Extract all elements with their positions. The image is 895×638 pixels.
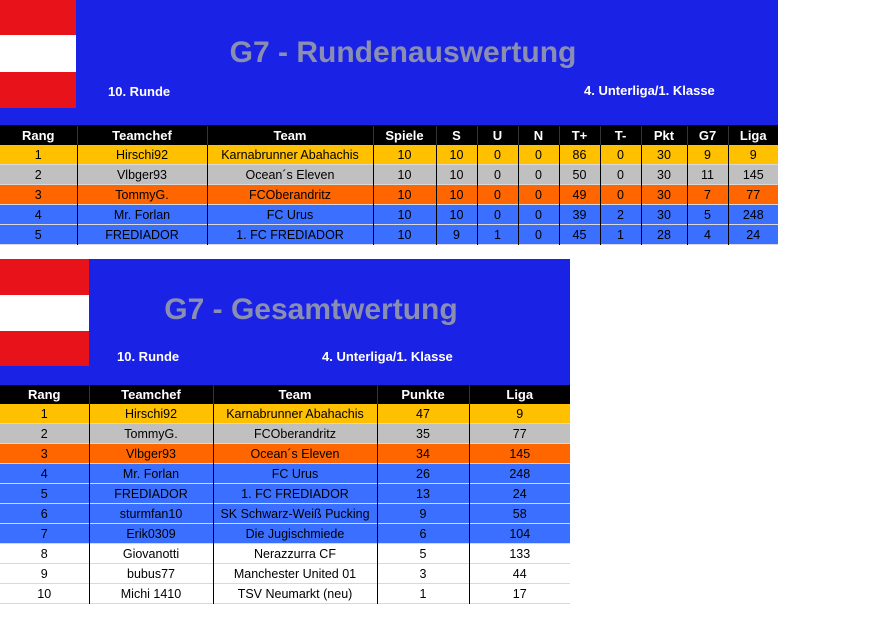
table-cell: 11 xyxy=(687,165,728,185)
table-cell: Ocean´s Eleven xyxy=(213,444,377,464)
table-cell: 145 xyxy=(728,165,778,185)
table-cell: 10 xyxy=(436,185,477,205)
table-cell: 3 xyxy=(0,444,89,464)
column-header: Teamchef xyxy=(89,385,213,404)
table-cell: 0 xyxy=(477,185,518,205)
table-cell: 58 xyxy=(469,504,570,524)
table-cell: 77 xyxy=(728,185,778,205)
table-cell: 1 xyxy=(377,584,469,604)
table-cell: 13 xyxy=(377,484,469,504)
table-cell: SK Schwarz-Weiß Pucking xyxy=(213,504,377,524)
table-cell: 248 xyxy=(469,464,570,484)
table-cell: Nerazzurra CF xyxy=(213,544,377,564)
overall-table xyxy=(0,385,570,604)
table-cell: Ocean´s Eleven xyxy=(207,165,373,185)
table-row xyxy=(0,584,570,604)
table-cell: Karnabrunner Abahachis xyxy=(213,404,377,424)
table-row xyxy=(0,504,570,524)
table-row xyxy=(0,484,570,504)
column-header: Pkt xyxy=(641,126,687,145)
table-cell: 9 xyxy=(0,564,89,584)
table-cell: 30 xyxy=(641,145,687,165)
table-cell: 1 xyxy=(0,145,77,165)
table-cell: 24 xyxy=(728,225,778,245)
overall-header xyxy=(0,259,570,385)
table-cell: 0 xyxy=(518,225,559,245)
table-cell: 17 xyxy=(469,584,570,604)
page-title: G7 - Gesamtwertung xyxy=(164,293,458,326)
table-cell: TSV Neumarkt (neu) xyxy=(213,584,377,604)
round-report-table xyxy=(0,126,778,245)
table-cell: 30 xyxy=(641,205,687,225)
round-report-header xyxy=(0,0,778,125)
table-cell: 6 xyxy=(0,504,89,524)
table-cell: 4 xyxy=(687,225,728,245)
table-cell: 1 xyxy=(477,225,518,245)
table-cell: Mr. Forlan xyxy=(89,464,213,484)
column-header: Team xyxy=(213,385,377,404)
table-cell: 0 xyxy=(600,185,641,205)
table-cell: 10 xyxy=(373,205,436,225)
table-cell: 0 xyxy=(518,185,559,205)
table-cell: Michi 1410 xyxy=(89,584,213,604)
table-cell: 30 xyxy=(641,165,687,185)
table-cell: 7 xyxy=(687,185,728,205)
table-cell: 7 xyxy=(0,524,89,544)
table-row xyxy=(0,444,570,464)
table-cell: 0 xyxy=(477,145,518,165)
table-cell: Karnabrunner Abahachis xyxy=(207,145,373,165)
table-row xyxy=(0,404,570,424)
round-label: 10. Runde xyxy=(117,349,180,364)
table-row xyxy=(0,165,778,185)
table-cell: 0 xyxy=(600,145,641,165)
column-header: N xyxy=(518,126,559,145)
table-cell: 8 xyxy=(0,544,89,564)
table-cell: 24 xyxy=(469,484,570,504)
table-cell: 10 xyxy=(0,584,89,604)
table-cell: sturmfan10 xyxy=(89,504,213,524)
table-cell: FREDIADOR xyxy=(77,225,207,245)
table-row xyxy=(0,225,778,245)
table-cell: 9 xyxy=(436,225,477,245)
table-cell: Hirschi92 xyxy=(77,145,207,165)
table-cell: bubus77 xyxy=(89,564,213,584)
table-cell: 0 xyxy=(518,205,559,225)
table-cell: 0 xyxy=(477,205,518,225)
table-cell: 10 xyxy=(436,145,477,165)
table-cell: 50 xyxy=(559,165,600,185)
table-cell: 10 xyxy=(373,185,436,205)
table-row xyxy=(0,205,778,225)
table-cell: 0 xyxy=(518,145,559,165)
table-cell: TommyG. xyxy=(89,424,213,444)
column-header: T+ xyxy=(559,126,600,145)
table-cell: Giovanotti xyxy=(89,544,213,564)
table-row xyxy=(0,544,570,564)
column-header: Liga xyxy=(469,385,570,404)
column-header: Liga xyxy=(728,126,778,145)
table-cell: 3 xyxy=(0,185,77,205)
table-cell: 30 xyxy=(641,185,687,205)
table-cell: 10 xyxy=(373,145,436,165)
column-header: G7 xyxy=(687,126,728,145)
table-cell: 10 xyxy=(373,225,436,245)
table-cell: 86 xyxy=(559,145,600,165)
table-cell: 9 xyxy=(469,404,570,424)
league-label: 4. Unterliga/1. Klasse xyxy=(584,83,715,98)
table-cell: 0 xyxy=(518,165,559,185)
table-cell: 45 xyxy=(559,225,600,245)
table-cell: Hirschi92 xyxy=(89,404,213,424)
table-cell: 26 xyxy=(377,464,469,484)
table-cell: Manchester United 01 xyxy=(213,564,377,584)
table-cell: 10 xyxy=(436,205,477,225)
table-cell: 248 xyxy=(728,205,778,225)
table-cell: 35 xyxy=(377,424,469,444)
table-row xyxy=(0,524,570,544)
table-row xyxy=(0,185,778,205)
table-cell: 1. FC FREDIADOR xyxy=(207,225,373,245)
column-header: Rang xyxy=(0,385,89,404)
table-cell: 3 xyxy=(377,564,469,584)
table-cell: 5 xyxy=(0,225,77,245)
table-cell: 4 xyxy=(0,205,77,225)
table-cell: Vlbger93 xyxy=(89,444,213,464)
table-cell: 10 xyxy=(436,165,477,185)
column-header: Punkte xyxy=(377,385,469,404)
table-cell: 49 xyxy=(559,185,600,205)
column-header: T- xyxy=(600,126,641,145)
table-cell: FREDIADOR xyxy=(89,484,213,504)
table-cell: 2 xyxy=(0,165,77,185)
table-cell: 145 xyxy=(469,444,570,464)
column-header: Spiele xyxy=(373,126,436,145)
table-cell: FC Urus xyxy=(213,464,377,484)
overall-panel xyxy=(0,259,570,604)
table-cell: 6 xyxy=(377,524,469,544)
table-cell: 104 xyxy=(469,524,570,544)
table-cell: Erik0309 xyxy=(89,524,213,544)
table-cell: 9 xyxy=(377,504,469,524)
table-cell: Vlbger93 xyxy=(77,165,207,185)
column-header: Rang xyxy=(0,126,77,145)
table-cell: 1. FC FREDIADOR xyxy=(213,484,377,504)
page-title: G7 - Rundenauswertung xyxy=(229,36,577,69)
table-cell: 4 xyxy=(0,464,89,484)
table-cell: 39 xyxy=(559,205,600,225)
column-header: Teamchef xyxy=(77,126,207,145)
table-cell: 34 xyxy=(377,444,469,464)
table-cell: 5 xyxy=(0,484,89,504)
table-cell: 1 xyxy=(0,404,89,424)
table-cell: 5 xyxy=(377,544,469,564)
table-cell: 2 xyxy=(0,424,89,444)
table-cell: 0 xyxy=(477,165,518,185)
table-cell: 44 xyxy=(469,564,570,584)
table-cell: 77 xyxy=(469,424,570,444)
column-header: S xyxy=(436,126,477,145)
table-row xyxy=(0,424,570,444)
table-cell: 1 xyxy=(600,225,641,245)
table-row xyxy=(0,145,778,165)
table-cell: TommyG. xyxy=(77,185,207,205)
table-cell: 5 xyxy=(687,205,728,225)
table-cell: 47 xyxy=(377,404,469,424)
round-report-panel xyxy=(0,0,778,245)
table-cell: 2 xyxy=(600,205,641,225)
table-cell: 9 xyxy=(687,145,728,165)
table-cell: FCOberandritz xyxy=(207,185,373,205)
league-label: 4. Unterliga/1. Klasse xyxy=(322,349,453,364)
table-cell: 133 xyxy=(469,544,570,564)
table-cell: 9 xyxy=(728,145,778,165)
column-header: U xyxy=(477,126,518,145)
table-row xyxy=(0,564,570,584)
table-cell: FCOberandritz xyxy=(213,424,377,444)
column-header: Team xyxy=(207,126,373,145)
table-cell: 28 xyxy=(641,225,687,245)
round-label: 10. Runde xyxy=(108,84,171,99)
table-row xyxy=(0,464,570,484)
table-cell: Die Jugischmiede xyxy=(213,524,377,544)
table-cell: 10 xyxy=(373,165,436,185)
table-cell: FC Urus xyxy=(207,205,373,225)
table-cell: Mr. Forlan xyxy=(77,205,207,225)
table-cell: 0 xyxy=(600,165,641,185)
